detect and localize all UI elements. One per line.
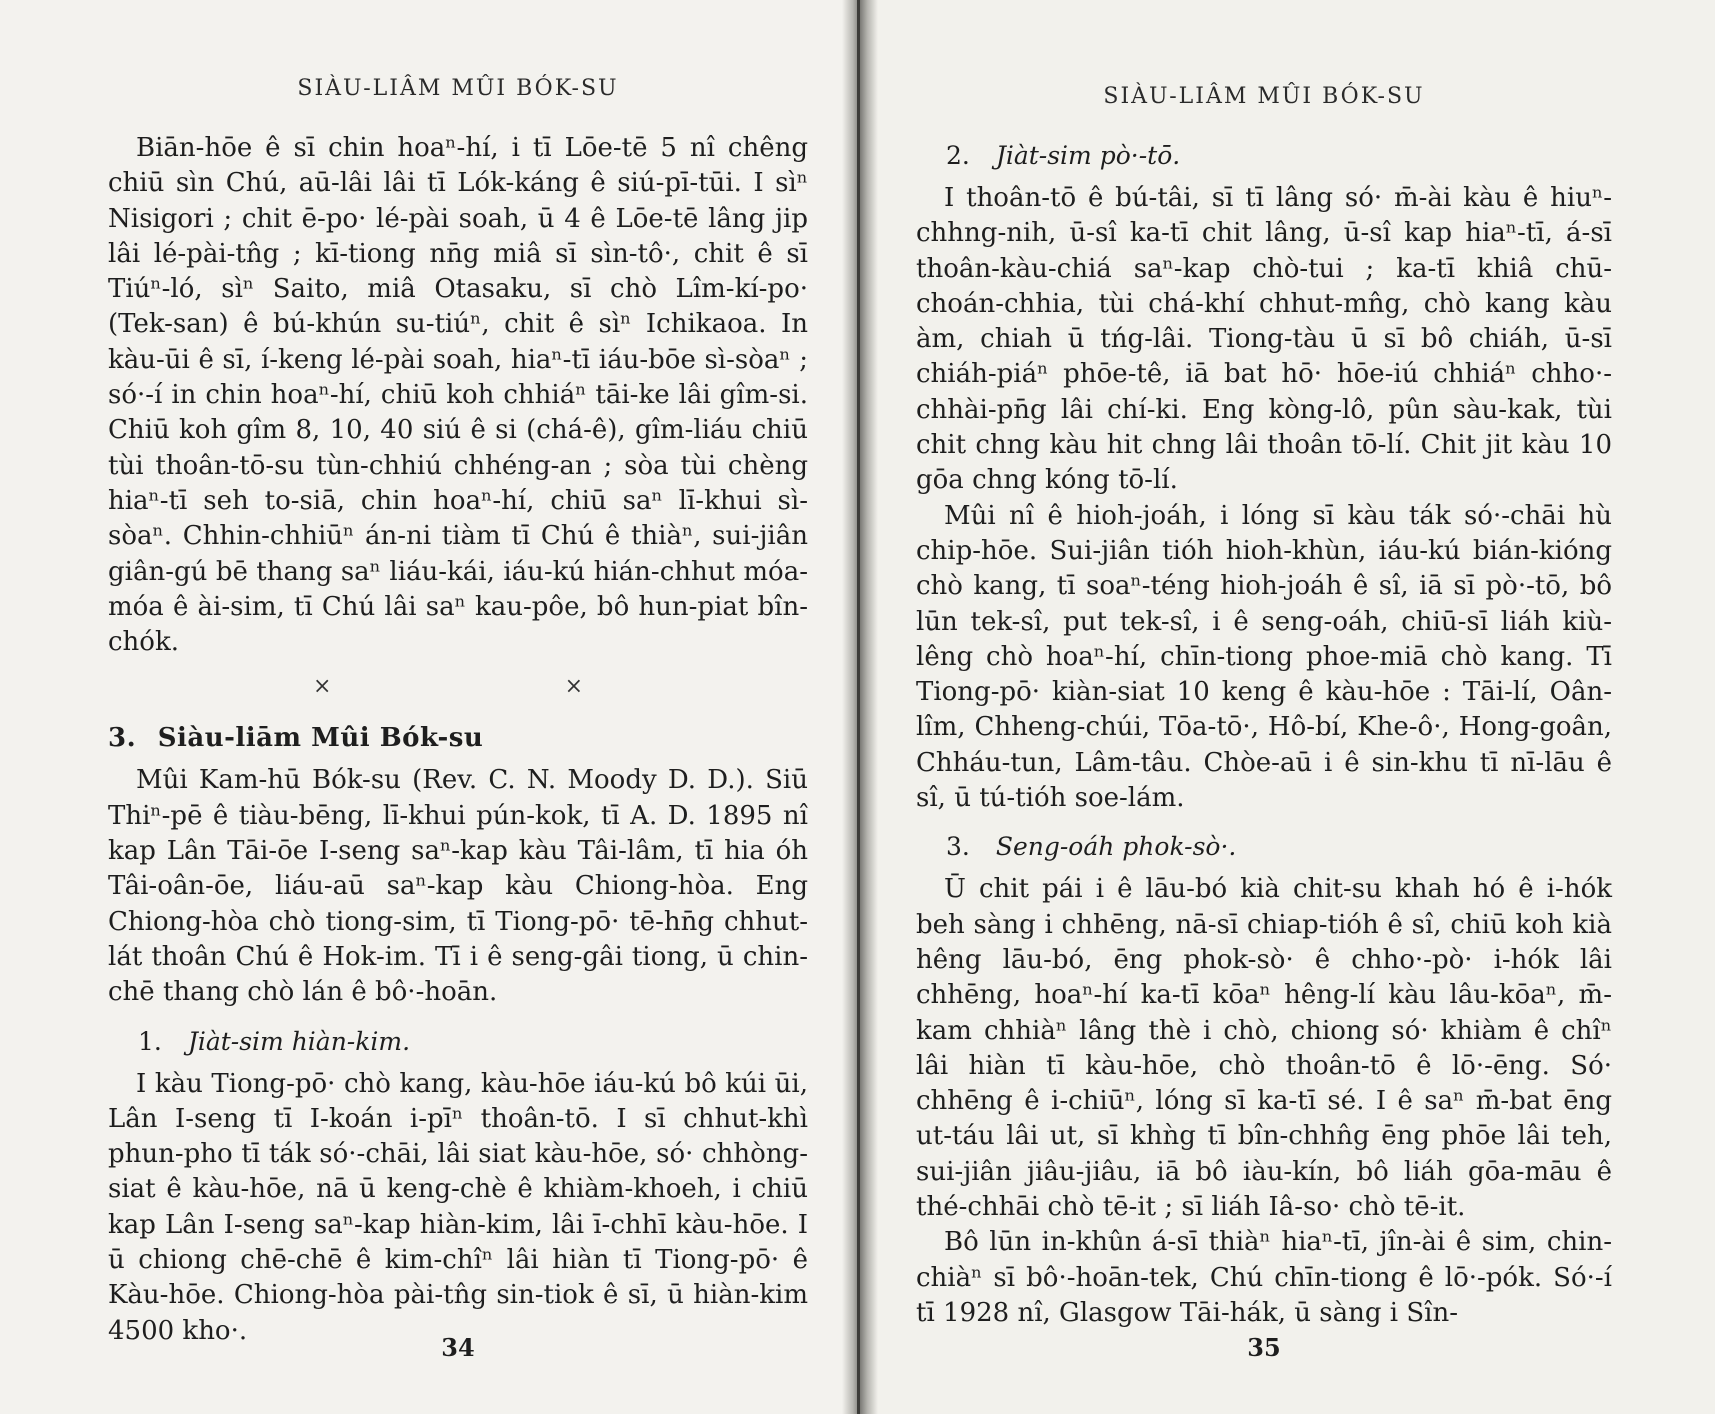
left-paragraph-1: Biān-hōe ê sī chin hoaⁿ-hí, i tī Lōe-tē 5 nî chêng chiū sìn Chú, aū-lâi lâi tī Lók-káng ê siú-pī-tūi. I sìⁿ Nisigori ; chit ē-po· lé-pài soah, ū 4 ê Lōe-tē lâng jip lâi lé-pài-tn̂g ; kī-tiong nn̄g miâ sī sìn-tô·, chit ê sī Tiúⁿ-ló, sìⁿ Saito, miâ Otasaku, sī chò Lîm-kí-po· (Tek-san) ê bú-khún su-tiúⁿ, chit ê sìⁿ Ichikaoa. In kàu-ūi ê sī, í-keng lé-pài soah, hiaⁿ-tī iáu-bōe sì-sòaⁿ ; só·-í in chin hoaⁿ-hí, chiū koh chhiáⁿ tāi-ke lâi gîm-si. Chiū koh gîm 8, 10, 40 siú ê si (chá-ê), gîm-liáu chiū tùi thoân-tō-su tùn-chhiú chhéng-an ; sòa tùi chèng hiaⁿ-tī seh to-siā, chin hoaⁿ-hí, chiū saⁿ lī-khui sì-sòaⁿ. Chhin-chhiūⁿ án-ni tiàm tī Chú ê thiàⁿ, sui-jiân giân-gú bē thang saⁿ liáu-kái, iáu-kú hián-chhut móa-móa ê ài-sim, tī Chú lâi saⁿ kau-pôe, bô hun-piat bîn-chók.	[108, 133, 808, 658]
subheading-3-number: 3.	[946, 832, 970, 862]
book-gutter	[842, 0, 878, 1414]
divider-mark-left: ×	[313, 674, 332, 700]
right-page-number: 35	[1247, 1333, 1281, 1362]
left-running-head: SIÀU-LIÂM MÛI BÓK-SU	[297, 76, 619, 101]
section-number: 3.	[108, 723, 137, 754]
left-paragraph-2: Mûi Kam-hū Bók-su (Rev. C. N. Moody D. D.). Siū Thiⁿ-pē ê tiàu-bēng, lī-khui pún-kok, tī A. D. 1895 nî kap Lân Tāi-ōe I-seng saⁿ-kap kàu Tâi-lâm, tī hia óh Tâi-oân-ōe, liáu-aū saⁿ-kap kàu Chiong-hòa. Eng Chiong-hòa chò tiong-sim, tī Tiong-pō· tē-hn̄g chhut-lát thoân Chú ê Hok-im. Tī i ê seng-gâi tiong, ū chin-chē thang chò lán ê bô·-hoān.	[108, 765, 808, 1008]
right-paragraph-2: Mûi nî ê hioh-joáh, i lóng sī kàu ták só·-chāi hù chip-hōe. Sui-jiân tióh hioh-khùn, iáu-kú bián-kióng chò kang, tī soaⁿ-téng hioh-joáh ê sî, iā sī pò·-tō, bô lūn tek-sî, put tek-sî, i ê seng-oáh, chiū-sī liáh kiù-lêng chò hoaⁿ-hí, chīn-tiong phoe-miā chò kang. Tī Tiong-pō· kiàn-siat 10 keng ê kàu-hōe : Tāi-lí, Oân-lîm, Chheng-chúi, Tōa-tō·, Hô-bí, Khe-ô·, Hong-goân, Chháu-tun, Lâm-tâu. Chòe-aū i ê sin-khu tī nī-lāu ê sî, ū tú-tióh soe-lám.	[916, 500, 1612, 814]
right-paragraph-4: Bô lūn in-khûn á-sī thiàⁿ hiaⁿ-tī, jîn-ài ê sim, chin-chiàⁿ sī bô·-hoān-tek, Chú chīn-tiong ê lō·-pók. Só·-í tī 1928 nî, Glasgow Tāi-hák, ū sàng i Sîn-	[916, 1227, 1612, 1328]
right-paragraph-1: I thoân-tō ê bú-tâi, sī tī lâng só· m̄-ài kàu ê hiuⁿ-chhng-nih, ū-sî ka-tī chit lâng, ū-sî kap hiaⁿ-tī, á-sī thoân-kàu-chiá saⁿ-kap chò-tui ; ka-tī khiâ chū-choán-chhia, tùi chá-khí chhut-mn̂g, chò kang kàu àm, chiah ū tńg-lâi. Tiong-tàu ū sī bô chiáh, ū-sī chiáh-piáⁿ phōe-tê, iā bat hō· hōe-iú chhiáⁿ chho·-chhài-pn̄g lâi chí-ki. Eng kòng-lô, pûn sàu-kak, tùi chit chng kàu hit chng lâi thoân tō-lí. Chit jit kàu 10 gōa chng kóng tō-lí.	[916, 183, 1612, 496]
subheading-2	[916, 139, 1612, 173]
subheading-2-title: Jiàt-sim pò·-tō.	[995, 141, 1181, 170]
section-heading	[108, 723, 808, 753]
left-page-number: 34	[441, 1333, 475, 1362]
subheading-1	[108, 1025, 808, 1059]
section-divider	[313, 674, 583, 699]
right-running-head: SIÀU-LIÂM MÛI BÓK-SU	[1103, 84, 1425, 109]
subheading-2-number: 2.	[946, 141, 970, 170]
subheading-1-title: Jiàt-sim hiàn-kim.	[187, 1026, 411, 1056]
gutter-fold-line	[857, 0, 860, 1414]
right-page	[858, 0, 1715, 1414]
section-title: Siàu-liām Mûi Bók-su	[157, 723, 484, 754]
right-paragraph-3: Ū chit pái i ê lāu-bó kià chit-su khah hó ê i-hók beh sàng i chhēng, nā-sī chiap-tióh ê sî, chiū koh kià hêng lāu-bó, ēng phok-sò· ê chho·-pò· i-hók lâi chhēng, hoaⁿ-hí ka-tī kōaⁿ hêng-lí kàu lâu-kōaⁿ, m̄-kam chhiàⁿ lâng thè i chò, chiong só· khiàm ê chîⁿ lâi hiàn tī kàu-hōe, chò thoân-tō ê lō·-ēng. Só· chhēng ê i-chiūⁿ, lóng sī ka-tī sé. I ê saⁿ m̄-bat ēng ut-táu lâi ut, sī khǹg tī bîn-chhn̂g ēng phōe lâi teh, sui-jiân jiâu-jiâu, iā bô iàu-kín, bô liáh gōa-māu ê thé-chhāi chò tē-it ; sī liáh Iâ-so· chò tē-it.	[916, 874, 1612, 1223]
divider-mark-right: ×	[564, 674, 583, 700]
left-paragraph-3: I kàu Tiong-pō· chò kang, kàu-hōe iáu-kú bô kúi ūi, Lân I-seng tī I-koán i-pīⁿ thoân-tō. I sī chhut-khì phun-pho tī ták só·-chāi, lâi siat kàu-hōe, só· chhòng-siat ê kàu-hōe, nā ū keng-chè ê khiàm-khoeh, i chiū kap Lân I-seng saⁿ-kap hiàn-kim, lâi ī-chhī kàu-hōe. I ū chiong chē-chē ê kim-chîⁿ lâi hiàn tī Tiong-pō· ê Kàu-hōe. Chiong-hòa pài-tn̂g sin-tiok ê sī, ū hiàn-kim 4500 kho·.	[108, 1068, 808, 1346]
subheading-3-title: Seng-oáh phok-sò·.	[995, 832, 1237, 862]
subheading-3	[916, 830, 1612, 864]
subheading-1-number: 1.	[138, 1026, 162, 1056]
